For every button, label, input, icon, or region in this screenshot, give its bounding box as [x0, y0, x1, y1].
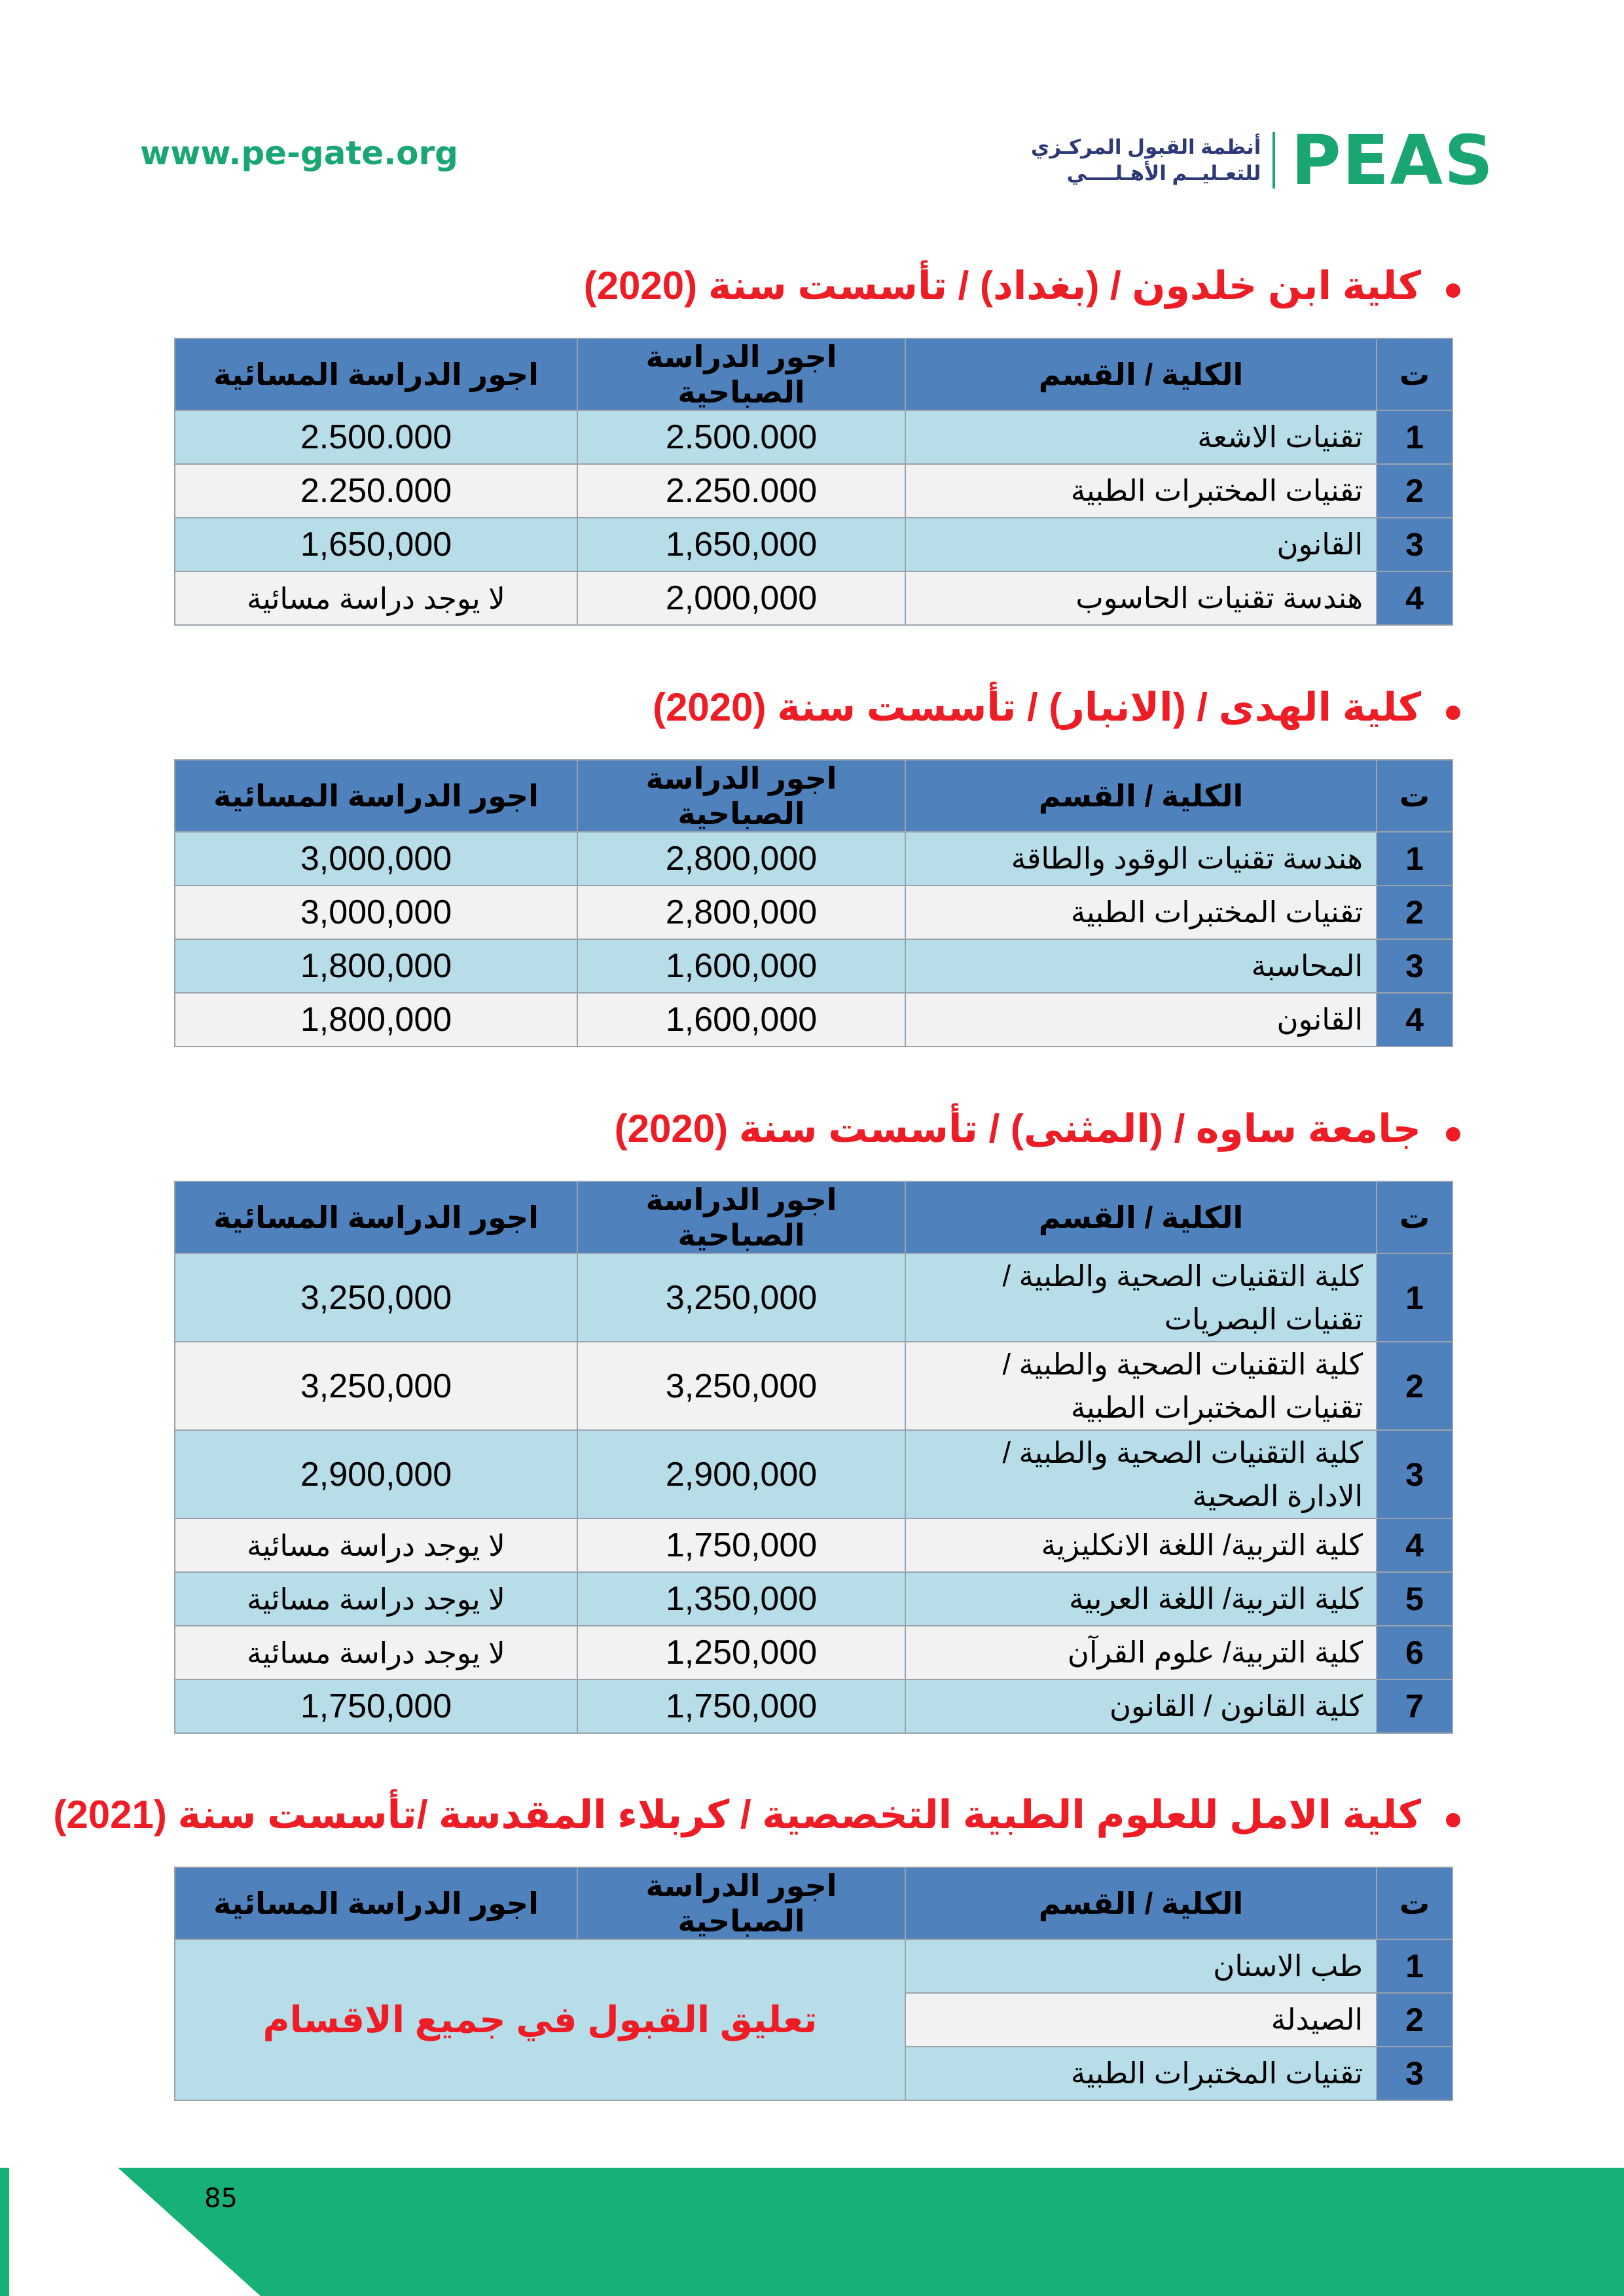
table-row: [175, 464, 1453, 518]
row-dept: كلية التقنيات الصحية والطبية / تقنيات المختبرات الطبية: [905, 1342, 1377, 1430]
row-dept: تقنيات المختبرات الطبية: [905, 886, 1377, 939]
col-header-evening: اجور الدراسة المسائية: [175, 338, 577, 410]
col-header-num: ت: [1377, 1181, 1453, 1253]
row-morning-fee: 2,800,000: [577, 832, 905, 886]
logo-tagline-line2: للتعـليــم الأهـلــــي: [1066, 162, 1261, 185]
row-dept: الصيدلة: [905, 1993, 1377, 2047]
row-number: 2: [1377, 1342, 1453, 1430]
row-morning-fee: 2.500.000: [577, 410, 905, 464]
row-evening-fee: 3,250,000: [175, 1253, 577, 1342]
col-header-dept: الكلية / القسم: [905, 1181, 1377, 1253]
table-row: [175, 571, 1453, 625]
row-number: 4: [1377, 1518, 1453, 1572]
table-row: [175, 1572, 1453, 1626]
row-number: 3: [1377, 2047, 1453, 2100]
row-number: 3: [1377, 1430, 1453, 1518]
table-row: [175, 1939, 1453, 1993]
section-title-ibn-khaldun: كلية ابن خلدون / (بغداد) / تأسست سنة (2020): [583, 264, 1421, 308]
row-dept: القانون: [905, 518, 1377, 571]
row-dept: المحاسبة: [905, 939, 1377, 993]
row-dept: هندسة تقنيات الوقود والطاقة: [905, 832, 1377, 886]
footer-band: [0, 2168, 1624, 2296]
row-evening-fee: 1,650,000: [175, 518, 577, 571]
fees-table-sawa: [174, 1181, 1453, 1734]
row-morning-fee: 3,250,000: [577, 1342, 905, 1430]
bullet-icon: [1446, 1127, 1460, 1141]
row-dept: تقنيات الاشعة: [905, 410, 1377, 464]
table-row: [175, 939, 1453, 993]
col-header-num: ت: [1377, 1867, 1453, 1939]
table-row: [175, 993, 1453, 1047]
row-evening-fee: 1,800,000: [175, 993, 577, 1047]
col-header-morning: اجور الدراسة الصباحية: [577, 1181, 905, 1253]
row-evening-fee: 2,900,000: [175, 1430, 577, 1518]
row-number: 1: [1377, 1939, 1453, 1993]
table-header-row: [175, 1867, 1453, 1939]
bullet-icon: [1446, 1813, 1460, 1827]
row-morning-fee: 1,350,000: [577, 1572, 905, 1626]
logo-tagline-line1: أنظمة القبول المركـزي: [1030, 135, 1261, 158]
row-morning-fee: 1,650,000: [577, 518, 905, 571]
row-evening-fee: 3,000,000: [175, 832, 577, 886]
col-header-dept: الكلية / القسم: [905, 1867, 1377, 1939]
row-morning-fee: 2,000,000: [577, 571, 905, 625]
logo-tagline: [1031, 134, 1261, 187]
section-title-sawa: جامعة ساوه / (المثنى) / تأسست سنة (2020): [614, 1107, 1421, 1151]
website-url: www.pe-gate.org: [140, 134, 458, 172]
fees-table-al-huda: [174, 759, 1453, 1047]
table-header-row: [175, 1181, 1453, 1253]
table-row: [175, 1626, 1453, 1679]
col-header-num: ت: [1377, 760, 1453, 832]
col-header-evening: اجور الدراسة المسائية: [175, 1867, 577, 1939]
row-dept: كلية التقنيات الصحية والطبية / تقنيات البصريات: [905, 1253, 1377, 1342]
section-title-al-huda: كلية الهدى / (الانبار) / تأسست سنة (2020): [653, 685, 1421, 729]
col-header-evening: اجور الدراسة المسائية: [175, 760, 577, 832]
fees-table-al-amal: [174, 1867, 1453, 2101]
row-number: 2: [1377, 464, 1453, 518]
row-dept: كلية التقنيات الصحية والطبية / الادارة الصحية: [905, 1430, 1377, 1518]
admission-suspended-notice: تعليق القبول في جميع الاقسام: [175, 1939, 905, 2100]
row-dept: تقنيات المختبرات الطبية: [905, 2047, 1377, 2100]
row-number: 6: [1377, 1626, 1453, 1679]
row-number: 1: [1377, 832, 1453, 886]
table-header-row: [175, 760, 1453, 832]
table-row: [175, 1342, 1453, 1430]
row-morning-fee: 1,600,000: [577, 939, 905, 993]
row-evening-fee: لا يوجد دراسة مسائية: [175, 1518, 577, 1572]
row-evening-fee: لا يوجد دراسة مسائية: [175, 571, 577, 625]
table-row: [175, 832, 1453, 886]
row-evening-fee: 2.500.000: [175, 410, 577, 464]
table-header-row: [175, 338, 1453, 410]
col-header-num: ت: [1377, 338, 1453, 410]
row-morning-fee: 1,750,000: [577, 1679, 905, 1733]
row-morning-fee: 1,750,000: [577, 1518, 905, 1572]
row-evening-fee: 2.250.000: [175, 464, 577, 518]
row-dept: تقنيات المختبرات الطبية: [905, 464, 1377, 518]
row-morning-fee: 3,250,000: [577, 1253, 905, 1342]
bullet-icon: [1446, 706, 1460, 720]
bullet-icon: [1446, 283, 1460, 298]
logo-wordmark: PEAS: [1291, 120, 1494, 200]
row-number: 4: [1377, 571, 1453, 625]
page-number: 85: [204, 2183, 238, 2214]
row-number: 1: [1377, 410, 1453, 464]
row-number: 2: [1377, 1993, 1453, 2047]
row-morning-fee: 1,600,000: [577, 993, 905, 1047]
col-header-morning: اجور الدراسة الصباحية: [577, 1867, 905, 1939]
col-header-dept: الكلية / القسم: [905, 338, 1377, 410]
row-number: 3: [1377, 939, 1453, 993]
row-dept: كلية القانون / القانون: [905, 1679, 1377, 1733]
row-evening-fee: لا يوجد دراسة مسائية: [175, 1626, 577, 1679]
table-row: [175, 1253, 1453, 1342]
row-number: 5: [1377, 1572, 1453, 1626]
row-evening-fee: 1,750,000: [175, 1679, 577, 1733]
row-morning-fee: 2.250.000: [577, 464, 905, 518]
col-header-dept: الكلية / القسم: [905, 760, 1377, 832]
table-row: [175, 518, 1453, 571]
row-evening-fee: 3,000,000: [175, 886, 577, 939]
col-header-morning: اجور الدراسة الصباحية: [577, 338, 905, 410]
table-row: [175, 886, 1453, 939]
row-morning-fee: 2,900,000: [577, 1430, 905, 1518]
table-row: [175, 410, 1453, 464]
row-number: 7: [1377, 1679, 1453, 1733]
table-row: [175, 1430, 1453, 1518]
table-row: [175, 1518, 1453, 1572]
row-evening-fee: لا يوجد دراسة مسائية: [175, 1572, 577, 1626]
col-header-morning: اجور الدراسة الصباحية: [577, 760, 905, 832]
row-morning-fee: 2,800,000: [577, 886, 905, 939]
logo-divider: [1272, 132, 1275, 188]
table-row: [175, 1679, 1453, 1733]
row-dept: كلية التربية/ اللغة العربية: [905, 1572, 1377, 1626]
row-dept: القانون: [905, 993, 1377, 1047]
row-morning-fee: 1,250,000: [577, 1626, 905, 1679]
row-number: 1: [1377, 1253, 1453, 1342]
section-title-al-amal: كلية الامل للعلوم الطبية التخصصية / كربلاء المقدسة /تأسست سنة (2021): [53, 1793, 1421, 1837]
peas-logo: [1030, 120, 1494, 200]
row-dept: كلية التربية/ علوم القرآن: [905, 1626, 1377, 1679]
row-evening-fee: 1,800,000: [175, 939, 577, 993]
row-number: 4: [1377, 993, 1453, 1047]
col-header-evening: اجور الدراسة المسائية: [175, 1181, 577, 1253]
row-number: 2: [1377, 886, 1453, 939]
row-dept: كلية التربية/ اللغة الانكليزية: [905, 1518, 1377, 1572]
fees-table-ibn-khaldun: [174, 338, 1453, 626]
row-dept: هندسة تقنيات الحاسوب: [905, 571, 1377, 625]
row-dept: طب الاسنان: [905, 1939, 1377, 1993]
row-number: 3: [1377, 518, 1453, 571]
row-evening-fee: 3,250,000: [175, 1342, 577, 1430]
